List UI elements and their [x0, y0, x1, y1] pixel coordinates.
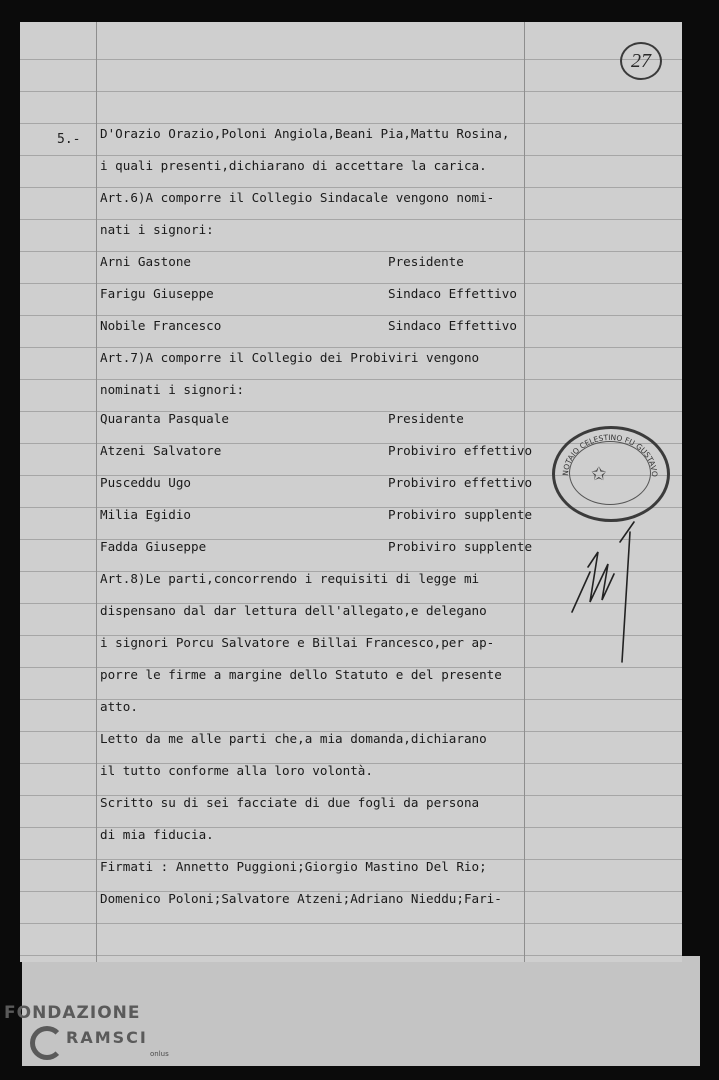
text-line: il tutto conforme alla loro volontà. [100, 763, 373, 778]
appointee-role: Sindaco Effettivo [388, 318, 517, 333]
appointee-name: Arni Gastone [100, 254, 191, 269]
text-line: Firmati : Annetto Puggioni;Giorgio Mastino Del Rio; [100, 859, 487, 874]
notary-stamp [552, 426, 670, 522]
text-line: nati i signori: [100, 222, 214, 237]
text-line: D'Orazio Orazio,Poloni Angiola,Beani Pia,Mattu Rosina, [100, 126, 510, 141]
document-page [20, 22, 682, 962]
appointee-name: Quaranta Pasquale [100, 411, 229, 426]
appointment-row [100, 283, 580, 305]
appointment-row [100, 251, 580, 273]
text-line: Letto da me alle parti che,a mia domanda,dichiarano [100, 731, 487, 746]
appointment-row [100, 504, 580, 526]
appointee-role: Probiviro effettivo [388, 475, 533, 490]
appointment-row [100, 440, 580, 462]
text-line: nominati i signori: [100, 382, 245, 397]
text-line: dispensano dal dar lettura dell'allegato,e delegano [100, 603, 487, 618]
appointee-role: Probiviro effettivo [388, 443, 533, 458]
watermark-sub: onlus [150, 1050, 169, 1058]
star-emblem-icon: ✩ [591, 457, 607, 487]
appointee-role: Probiviro supplente [388, 539, 533, 554]
appointment-row [100, 315, 580, 337]
left-margin-rule [96, 22, 97, 962]
page-number: 27 [620, 42, 662, 80]
text-line: i signori Porcu Salvatore e Billai Francesco,per ap- [100, 635, 495, 650]
appointee-name: Fadda Giuseppe [100, 539, 207, 554]
text-line: i quali presenti,dichiarano di accettare la carica. [100, 158, 487, 173]
appointment-row [100, 472, 580, 494]
stamp-inner-ring [569, 441, 651, 505]
text-line: di mia fiducia. [100, 827, 214, 842]
appointee-role: Probiviro supplente [388, 507, 533, 522]
watermark-g-logo-icon [30, 1026, 64, 1060]
watermark-line2: RAMSCI [66, 1028, 148, 1047]
fondazione-gramsci-watermark [4, 1000, 194, 1070]
appointee-name: Pusceddu Ugo [100, 475, 191, 490]
appointee-role: Presidente [388, 254, 464, 269]
text-line: atto. [100, 699, 138, 714]
appointee-role: Sindaco Effettivo [388, 286, 517, 301]
appointee-name: Milia Egidio [100, 507, 191, 522]
text-line: Art.6)A comporre il Collegio Sindacale vengono nomi- [100, 190, 495, 205]
text-line: Domenico Poloni;Salvatore Atzeni;Adriano Nieddu;Fari- [100, 891, 502, 906]
appointee-name: Farigu Giuseppe [100, 286, 214, 301]
text-line: porre le firme a margine dello Statuto e del presente [100, 667, 502, 682]
text-line: Scritto su di sei facciate di due fogli da persona [100, 795, 480, 810]
appointment-row [100, 408, 580, 430]
handwritten-signature [550, 512, 660, 692]
stamp-text: NOTAIO CELESTINO FU GUSTAVO [560, 432, 660, 478]
watermark-line1: FONDAZIONE [4, 1003, 141, 1023]
appointment-row [100, 536, 580, 558]
text-line: Art.7)A comporre il Collegio dei Probiviri vengono [100, 350, 480, 365]
appointee-role: Presidente [388, 411, 464, 426]
appointee-name: Atzeni Salvatore [100, 443, 222, 458]
appointee-name: Nobile Francesco [100, 318, 222, 333]
text-line: Art.8)Le parti,concorrendo i requisiti di legge mi [100, 571, 480, 586]
sheet-number: 5.- [57, 132, 81, 147]
